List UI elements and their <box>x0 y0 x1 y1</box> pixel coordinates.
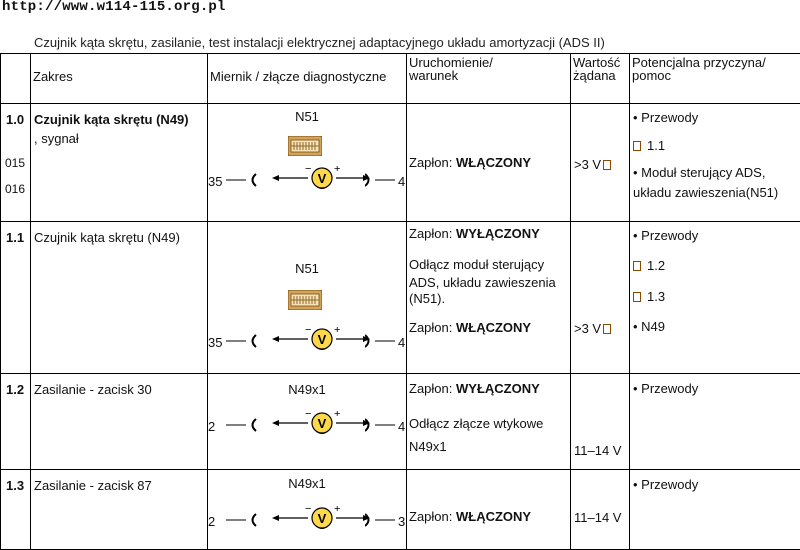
pin-left: 2 <box>208 514 215 529</box>
meter-cell <box>208 374 407 470</box>
required-value-text: >3 V <box>574 157 601 172</box>
condition-instruction <box>407 256 556 306</box>
required-value <box>574 321 611 336</box>
condition-ignition-on <box>407 319 531 337</box>
range-cell: Czujnik kąta skrętu (N49) <box>31 222 208 374</box>
pin-right: 4 <box>398 335 405 350</box>
instruction-line: ADS, układu zawieszenia <box>409 274 556 292</box>
instruction-line: (N51). <box>409 292 556 306</box>
pin-right: 3 <box>398 514 405 529</box>
connector-label: N51 <box>208 109 406 124</box>
cause-ref: 1.1 <box>647 138 665 153</box>
checkbox-icon <box>633 141 641 151</box>
range-cell: Zasilanie - zacisk 87 <box>31 470 208 550</box>
row-number: 1.1 <box>1 222 31 374</box>
value-cell <box>571 470 630 550</box>
condition-instruction <box>407 412 543 458</box>
header-condition <box>407 54 571 104</box>
range-title: Czujnik kąta skrętu (N49) <box>34 112 189 127</box>
lead-right-icon <box>365 333 397 349</box>
condition-ignition-off <box>407 380 540 398</box>
header-condition-line1: Uruchomienie/ <box>409 56 568 69</box>
required-value <box>574 157 611 172</box>
ignition-state: WŁĄCZONY <box>456 509 531 524</box>
connector-label: N51 <box>208 261 406 276</box>
control-module-icon <box>288 290 322 310</box>
required-value-text: >3 V <box>574 321 601 336</box>
header-value-line2: żądana <box>573 69 627 82</box>
ignition-state: WŁĄCZONY <box>456 155 531 170</box>
checkbox-icon <box>603 160 611 170</box>
value-cell <box>571 104 630 222</box>
pin-left: 35 <box>208 335 222 350</box>
range-subtitle: , sygnał <box>34 131 79 146</box>
cause-cell <box>630 104 800 222</box>
table-row <box>1 374 800 470</box>
cause-item: układu zawieszenia(N51) <box>633 184 778 201</box>
lead-left-icon <box>226 417 258 433</box>
cause-item <box>633 137 665 154</box>
pin-right: 4 <box>398 419 405 434</box>
range-cell: Zasilanie - zacisk 30 <box>31 374 208 470</box>
value-cell <box>571 374 630 470</box>
cause-cell <box>630 222 800 374</box>
instruction-line: Odłącz moduł sterujący <box>409 256 556 274</box>
condition-cell <box>407 374 571 470</box>
condition-cell <box>407 222 571 374</box>
row-number: 1.0 <box>1 104 31 222</box>
cause-item: • Przewody <box>633 227 698 244</box>
voltmeter-icon <box>272 327 372 357</box>
header-cause-line1: Potencjalna przyczyna/ <box>632 56 800 69</box>
condition-ignition <box>407 154 531 172</box>
ignition-state: WYŁĄCZONY <box>456 381 540 396</box>
checkbox-icon <box>633 292 641 302</box>
lead-left-icon <box>226 333 258 349</box>
checkbox-icon <box>603 324 611 334</box>
condition-ignition <box>407 508 531 526</box>
cause-item: • N49 <box>633 318 665 335</box>
voltmeter-icon <box>272 411 372 441</box>
pin-right: 4 <box>398 174 405 189</box>
row-number: 1.2 <box>1 374 31 470</box>
lead-left-icon <box>226 512 258 528</box>
header-cause-line2: pomoc <box>632 69 800 82</box>
ignition-label: Zapłon: <box>409 226 452 241</box>
range-cell <box>31 104 208 222</box>
control-module-icon <box>288 136 322 156</box>
required-value: 11–14 V <box>574 443 621 458</box>
cause-item: • Przewody <box>633 380 698 397</box>
cause-item <box>633 257 665 274</box>
cause-cell <box>630 374 800 470</box>
cause-item: • Moduł sterujący ADS, <box>633 164 765 181</box>
table-header-row <box>1 54 800 104</box>
pin-left: 2 <box>208 419 215 434</box>
document-title: Czujnik kąta skrętu, zasilanie, test instalacji elektrycznej adaptacyjnego układu amortyzacji (ADS II) <box>34 35 605 50</box>
condition-cell <box>407 470 571 550</box>
header-value <box>571 54 630 104</box>
connector-label: N49x1 <box>208 382 406 397</box>
ignition-state: WŁĄCZONY <box>456 320 531 335</box>
code-015: 015 <box>5 157 25 169</box>
required-value: 11–14 V <box>574 510 621 525</box>
condition-ignition-off <box>407 225 540 243</box>
url-text: http://www.w114-115.org.pl <box>2 0 226 15</box>
table-row <box>1 104 800 222</box>
header-condition-line2: warunek <box>409 69 568 82</box>
pin-left: 35 <box>208 174 222 189</box>
cause-item: • Przewody <box>633 476 698 493</box>
condition-cell <box>407 104 571 222</box>
lead-left-icon <box>226 172 258 188</box>
instruction-line: N49x1 <box>409 435 543 458</box>
meter-cell <box>208 104 407 222</box>
meter-cell <box>208 222 407 374</box>
meter-cell <box>208 470 407 550</box>
code-016: 016 <box>5 183 25 195</box>
ignition-label: Zapłon: <box>409 509 452 524</box>
lead-right-icon <box>365 512 397 528</box>
cause-ref: 1.3 <box>647 289 665 304</box>
header-cause <box>630 54 800 104</box>
header-value-line1: Wartość <box>573 56 627 69</box>
test-table <box>0 53 800 550</box>
cause-ref: 1.2 <box>647 258 665 273</box>
header-range: Zakres <box>31 54 208 104</box>
instruction-line: Odłącz złącze wtykowe <box>409 412 543 435</box>
value-cell <box>571 222 630 374</box>
checkbox-icon <box>633 261 641 271</box>
header-num <box>1 54 31 104</box>
row-number: 1.3 <box>1 470 31 550</box>
lead-right-icon <box>365 172 397 188</box>
table-row <box>1 222 800 374</box>
ignition-label: Zapłon: <box>409 155 452 170</box>
cause-item: • Przewody <box>633 109 698 126</box>
voltmeter-icon <box>272 166 372 196</box>
table-row <box>1 470 800 550</box>
ignition-label: Zapłon: <box>409 320 452 335</box>
header-meter: Miernik / złącze diagnostyczne <box>208 54 407 104</box>
lead-right-icon <box>365 417 397 433</box>
ignition-state: WYŁĄCZONY <box>456 226 540 241</box>
connector-label: N49x1 <box>208 476 406 491</box>
cause-cell <box>630 470 800 550</box>
cause-item <box>633 288 665 305</box>
ignition-label: Zapłon: <box>409 381 452 396</box>
